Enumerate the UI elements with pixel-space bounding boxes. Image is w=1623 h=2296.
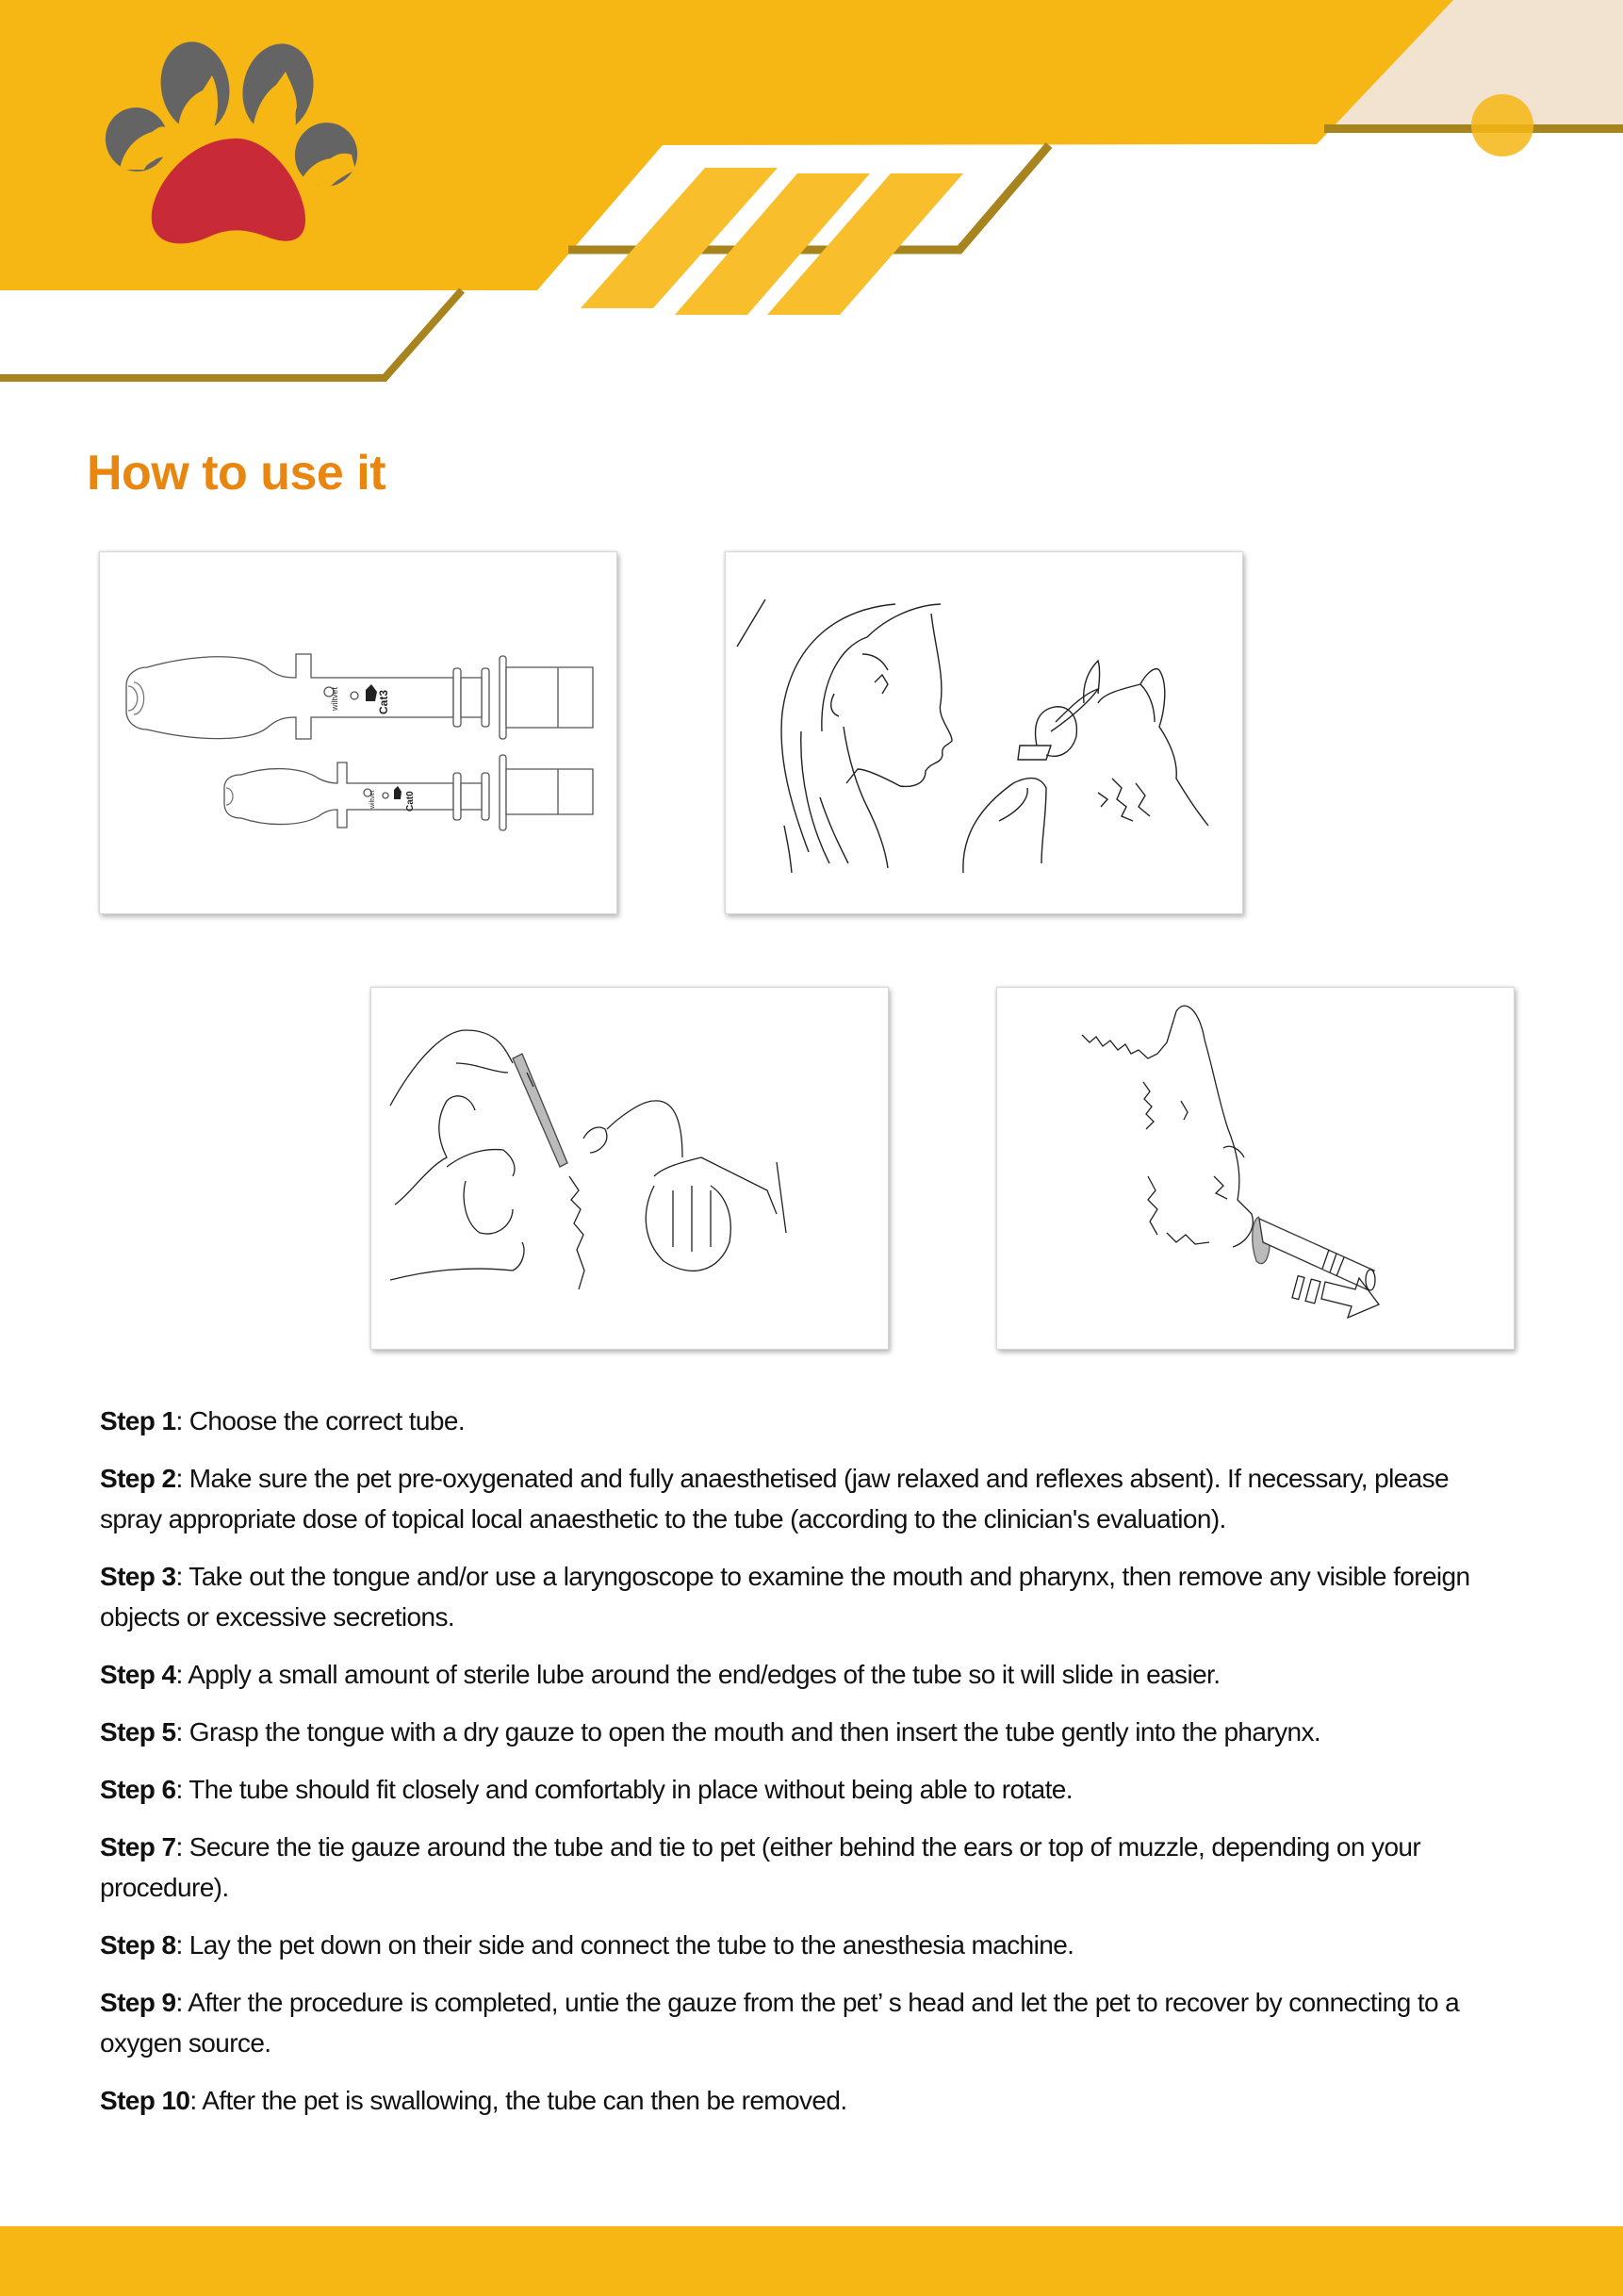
footer-bar (0, 2226, 1623, 2296)
step-3 (100, 1556, 1514, 1637)
tube-small-icon (224, 755, 593, 830)
step-text: : Take out the tongue and/or use a laryngoscope to examine the mouth and pharynx, then remove any visible foreign objects or excessive secretions. (100, 1562, 1470, 1632)
step-8 (100, 1925, 1514, 1965)
step-text: : Secure the tie gauze around the tube and tie to pet (either behind the ears or top of muzzle, depending on your procedure). (100, 1832, 1421, 1902)
step-label: Step 6 (100, 1775, 176, 1804)
instruction-steps (100, 1401, 1514, 2138)
tube-held-icon (513, 1054, 567, 1167)
step-1 (100, 1401, 1514, 1441)
size-label-large: Cat3 (377, 689, 390, 714)
accent-circle (1471, 94, 1533, 156)
step-text: : After the procedure is completed, untie the gauze from the pet’ s head and let the pet to recover by connecting to a oxygen source. (100, 1988, 1460, 2058)
step-label: Step 1 (100, 1406, 176, 1435)
step-4 (100, 1654, 1514, 1695)
step-6 (100, 1769, 1514, 1810)
step-text: : Grasp the tongue with a dry gauze to open the mouth and then insert the tube gently into the pharynx. (175, 1717, 1321, 1747)
illustration-tube-sizes (99, 551, 617, 914)
step-text: : After the pet is swallowing, the tube can then be removed. (189, 2086, 847, 2115)
step-9 (100, 1982, 1514, 2063)
step-label: Step 3 (100, 1562, 176, 1591)
step-text: : Make sure the pet pre-oxygenated and fully anaesthetised (jaw relaxed and reflexes absent). If necessary, please spray appropriate dose of topical local anaesthetic to the tube (according to the clinician's evaluation). (100, 1464, 1450, 1533)
step-10 (100, 2080, 1514, 2121)
step-7 (100, 1827, 1514, 1908)
cat-with-laryngoscope-icon (963, 661, 1208, 873)
step-label: Step 4 (100, 1660, 176, 1689)
diagonal-stripes (581, 168, 963, 315)
paw-logo (99, 38, 372, 254)
paw-pad-icon (152, 139, 305, 244)
step-text: : The tube should fit closely and comfortably in place without being able to rotate. (175, 1775, 1073, 1804)
step-text: : Apply a small amount of sterile lube around the end/edges of the tube so it will slide in easier. (175, 1660, 1221, 1689)
hands-with-tube-icon (390, 1030, 786, 1289)
cat-head-icon (1082, 1006, 1253, 1247)
illustration-tube-in-place (996, 987, 1515, 1350)
step-label: Step 10 (100, 2086, 190, 2115)
illustration-insert-tube (370, 987, 889, 1350)
step-label: Step 2 (100, 1464, 176, 1493)
brand-label-large: wiltvet (330, 686, 339, 711)
size-label-small: Cat0 (405, 791, 416, 812)
brand-label-small: wiltvet (369, 790, 376, 809)
tube-large-icon (126, 654, 593, 739)
step-text: : Lay the pet down on their side and connect the tube to the anesthesia machine. (175, 1930, 1074, 1960)
step-label: Step 5 (100, 1717, 176, 1747)
step-label: Step 7 (100, 1832, 176, 1861)
step-label: Step 8 (100, 1930, 176, 1960)
illustration-examine-mouth (725, 551, 1243, 914)
step-text: : Choose the correct tube. (175, 1406, 466, 1435)
gold-line-left (0, 290, 462, 378)
step-5 (100, 1712, 1514, 1752)
page-title: How to use it (87, 446, 386, 500)
step-2 (100, 1458, 1514, 1539)
woman-profile-icon (737, 599, 952, 873)
step-label: Step 9 (100, 1988, 176, 2017)
